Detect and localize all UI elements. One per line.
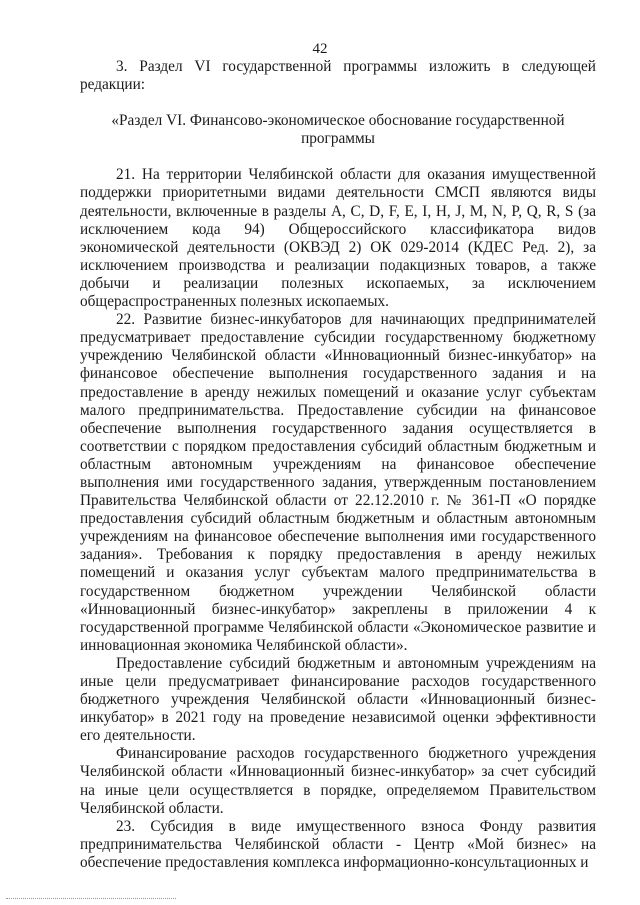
page-number: 42 xyxy=(312,41,328,57)
paragraph-22: 22. Развитие бизнес-инкубаторов для начинающих предпринимателей предусматривает предоставление субсидии государственному бюджетному учреждению Челябинской области «Инновационный бизнес-инкубатор» на финансовое обеспечение выполнения государственного задания и на предоставление в аренду нежилых помещений и оказание услуг субъектам малого предпринимательства. Предоставление субсидии на финансовое обеспечение выполнения государственного задания осуществляется в соответствии с порядком предоставления субсидий областным бюджетным и областным автономным учреждениям на финансовое обеспечение выполнения ими государственного задания, утвержденным постановлением Правительства Челябинской области от 22.12.2010 г. № 361-П «О порядке предоставления субсидий областным бюджетным и областным автономным учреждениям на финансовое обеспечение выполнения ими государственного задания». Требования к порядку предоставления в аренду нежилых помещений и оказания услуг субъектам малого предпринимательства в государственном бюджетном учреждении Челябинской области «Инновационный бизнес-инкубатор» закреплены в приложении 4 к государственной программе Челябинской области «Экономическое развитие и инновационная экономика Челябинской области». xyxy=(80,311,596,654)
intro-paragraph: 3. Раздел VI государственной программы изложить в следующей редакции: xyxy=(80,58,596,94)
document-body xyxy=(80,58,596,872)
paragraph-subsidies-other-purposes: Предоставление субсидий бюджетным и автономным учреждениям на иные цели предусматривает финансирование расходов государственного бюджетного учреждения Челябинской области «Инновационный бизнес-инкубатор» в 2021 году на проведение независимой оценки эффективности его деятельности. xyxy=(80,654,596,745)
section-title: «Раздел VI. Финансово-экономическое обоснование государственной программы xyxy=(111,112,565,148)
paragraph-21: 21. На территории Челябинской области для оказания имущественной поддержки приоритетными видами деятельности СМСП являются виды деятельности, включенные в разделы A, C, D, F, E, I, H, J, M, N, P, Q, R, S (за исключением кода 94) Общероссийского классификатора видов экономической деятельности (ОКВЭД 2) ОК 029-2014 (КДЕС Ред. 2), за исключением производства и реализации подакцизных товаров, а также добычи и реализации полезных ископаемых, за исключением общераспространенных полезных ископаемых. xyxy=(80,166,596,311)
footnote-divider xyxy=(6,898,176,899)
paragraph-23: 23. Субсидия в виде имущественного взноса Фонду развития предпринимательства Челябинской области - Центр «Мой бизнес» на обеспечение предоставления комплекса информационно-консультационных и xyxy=(80,817,596,871)
paragraph-financing: Финансирование расходов государственного бюджетного учреждения Челябинской области «Инновационный бизнес-инкубатор» за счет субсидий на иные цели осуществляется в порядке, определяемом Правительством Челябинской области. xyxy=(80,745,596,817)
